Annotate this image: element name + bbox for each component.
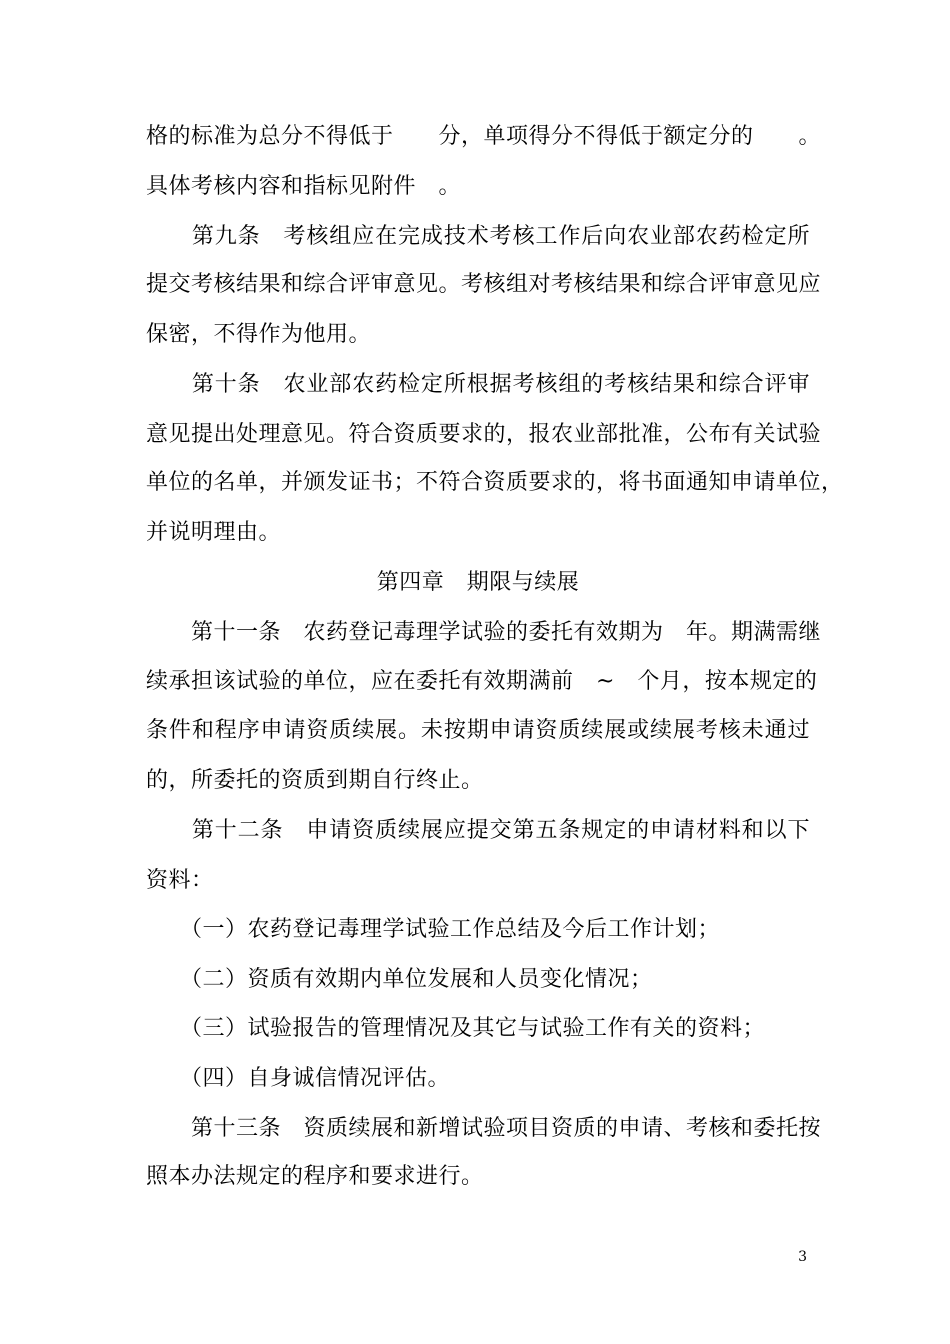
list-item: （三）试验报告的管理情况及其它与试验工作有关的资料；	[146, 1016, 766, 1041]
text-line: 格的标准为总分不得低于 分，单项得分不得低于额定分的 。	[146, 124, 822, 149]
text-line: 具体考核内容和指标见附件 。	[146, 174, 462, 199]
chapter-heading: 第四章 期限与续展	[376, 570, 580, 595]
text-line: 第十一条 农药登记毒理学试验的委托有效期为 年。期满需继	[146, 620, 822, 645]
text-line: 第十二条 申请资质续展应提交第五条规定的申请材料和以下	[146, 818, 810, 843]
text-line: 照本办法规定的程序和要求进行。	[146, 1164, 484, 1189]
list-item: （二）资质有效期内单位发展和人员变化情况；	[146, 967, 653, 992]
text-line: 单位的名单，并颁发证书；不符合资质要求的，将书面通知申请单位，	[146, 470, 844, 495]
text-line: 意见提出处理意见。符合资质要求的，报农业部批准，公布有关试验	[146, 422, 822, 447]
page-number: 3	[798, 1249, 807, 1265]
text-line: 第十三条 资质续展和新增试验项目资质的申请、考核和委托按	[146, 1116, 822, 1141]
text-line: 保密，不得作为他用。	[146, 322, 372, 347]
list-item: （一）农药登记毒理学试验工作总结及今后工作计划；	[146, 917, 721, 942]
text-line: 第九条 考核组应在完成技术考核工作后向农业部农药检定所	[146, 224, 810, 249]
list-item: （四）自身诚信情况评估。	[146, 1066, 451, 1091]
text-line: 的，所委托的资质到期自行终止。	[146, 768, 484, 793]
text-line: 并说明理由。	[146, 520, 282, 545]
text-line: 条件和程序申请资质续展。未按期申请资质续展或续展考核未通过	[146, 718, 810, 743]
text-line: 第十条 农业部农药检定所根据考核组的考核结果和综合评审	[146, 372, 810, 397]
text-line: 续承担该试验的单位，应在委托有效期满前 ~ 个月，按本规定的	[146, 669, 818, 694]
text-line: 提交考核结果和综合评审意见。考核组对考核结果和综合评审意见应	[146, 272, 822, 297]
text-line: 资料：	[146, 868, 214, 893]
